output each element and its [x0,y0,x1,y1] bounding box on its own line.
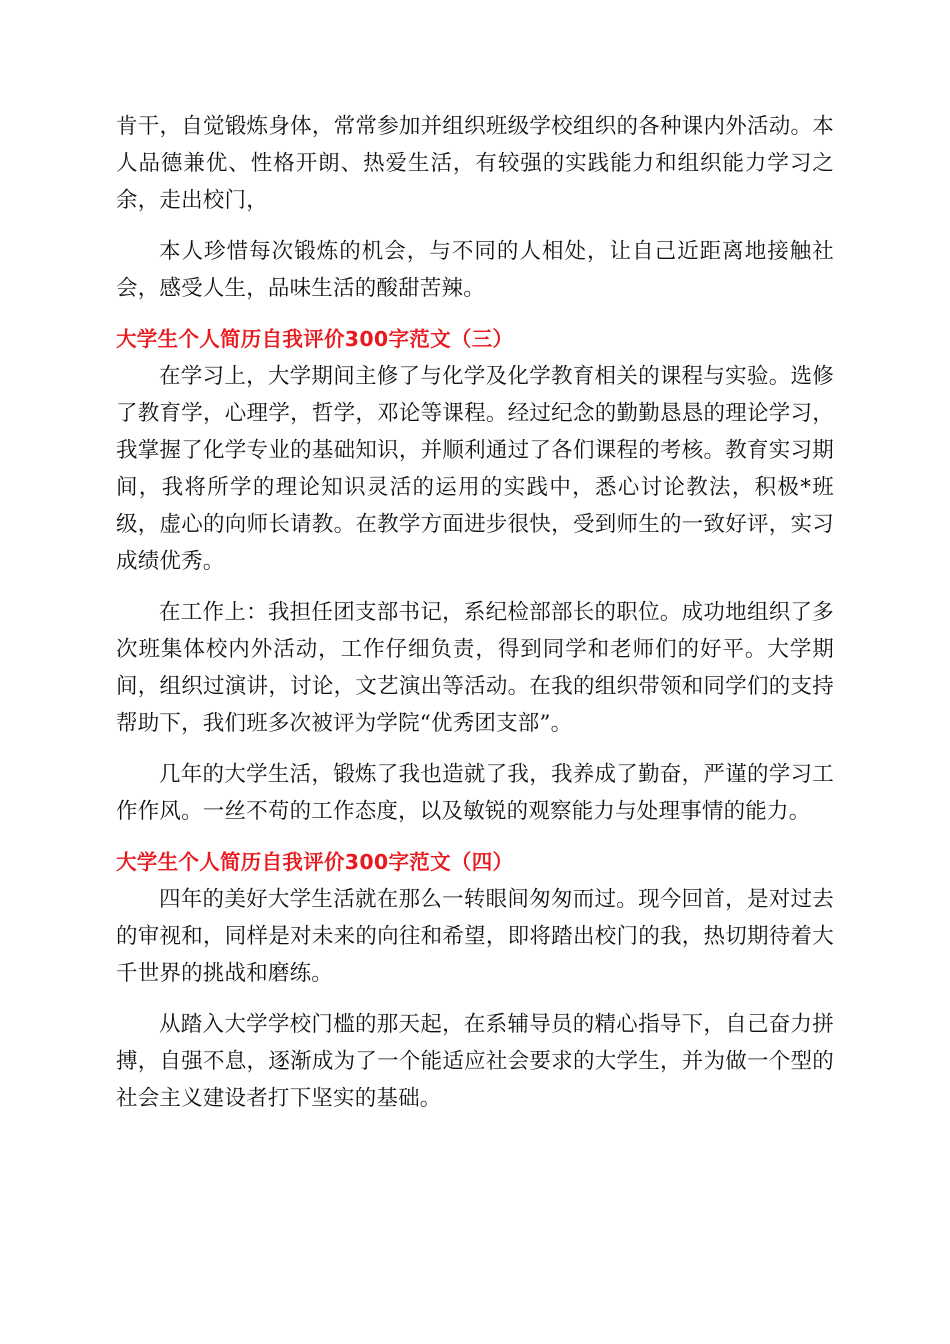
paragraph-2: 本人珍惜每次锻炼的机会，与不同的人相处，让自己近距离地接触社会，感受人生，品味生活的酸甜苦辣。 [116,239,834,301]
section-heading-4: 大学生个人简历自我评价300字范文（四） [116,850,514,874]
paragraph-four-years: 四年的美好大学生活就在那么一转眼间匆匆而过。现今回首，是对过去的审视和，同样是对未来的向往和希望，即将踏出校门的我，热切期待着大千世界的挑战和磨练。 [116,887,834,986]
section-heading-3: 大学生个人简历自我评价300字范文（三） [116,327,514,351]
paragraph-work: 在工作上：我担任团支部书记，系纪检部部长的职位。成功地组织了多次班集体校内外活动，工作仔细负责，得到同学和老师们的好平。大学期间，组织过演讲，讨论，文艺演出等活动。在我的组织带领和同学们的支持帮助下，我们班多次被评为学院“优秀团支部”。 [116,600,834,736]
paragraph-since-entering: 从踏入大学学校门槛的那天起，在系辅导员的精心指导下，自己奋力拼搏，自强不息，逐渐成为了一个能适应社会要求的大学生，并为做一个型的社会主义建设者打下坚实的基础。 [116,1012,834,1111]
paragraph-1: 肯干，自觉锻炼身体，常常参加并组织班级学校组织的各种课内外活动。本人品德兼优、性格开朗、热爱生活，有较强的实践能力和组织能力学习之余，走出校门， [116,114,834,213]
paragraph-study: 在学习上，大学期间主修了与化学及化学教育相关的课程与实验。选修了教育学，心理学，哲学，邓论等课程。经过纪念的勤勤恳恳的理论学习，我掌握了化学专业的基础知识，并顺利通过了各们课程的考核。教育实习期间，我将所学的理论知识灵活的运用的实践中，悉心讨论教法，积极*班级，虚心的向师长请教。在教学方面进步很快，受到师生的一致好评，实习成绩优秀。 [116,364,834,574]
document-page [116,108,834,1117]
paragraph-summary: 几年的大学生活，锻炼了我也造就了我，我养成了勤奋，严谨的学习工作作风。一丝不苟的工作态度，以及敏锐的观察能力与处理事情的能力。 [116,762,834,824]
